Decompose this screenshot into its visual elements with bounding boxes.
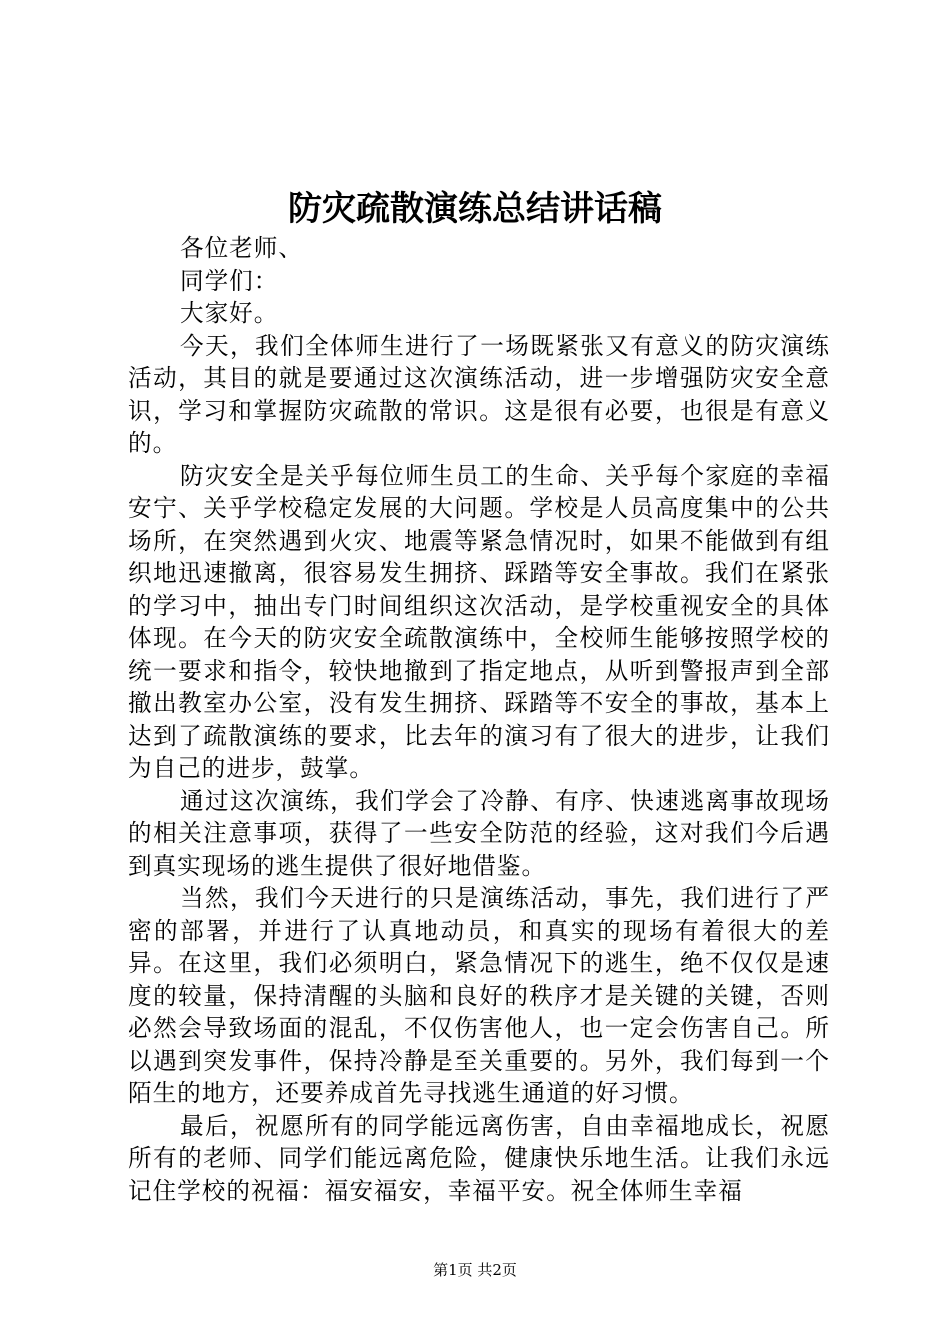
salutation-teachers: 各位老师、	[180, 234, 303, 262]
document-title: 防灾疏散演练总结讲话稿	[288, 189, 662, 229]
body-paragraph: 最后，祝愿所有的同学能远离伤害，自由幸福地成长，祝愿所有的老师、同学们能远离危险，健康快乐地生活。让我们永远记住学校的祝福：福安福安，幸福平安。祝全体师生幸福	[128, 1111, 830, 1205]
body-paragraph: 今天，我们全体师生进行了一场既紧张又有意义的防灾演练活动，其目的就是要通过这次演练活动，进一步增强防灾安全意识，学习和掌握防灾疏散的常识。这是很有必要，也很是有意义的。	[128, 331, 830, 457]
salutation-students: 同学们：	[180, 266, 279, 295]
body-paragraph: 通过这次演练，我们学会了冷静、有序、快速逃离事故现场的相关注意事项，获得了一些安全防范的经验，这对我们今后遇到真实现场的逃生提供了很好地借鉴。	[128, 786, 830, 880]
body-paragraph: 当然，我们今天进行的只是演练活动，事先，我们进行了严密的部署，并进行了认真地动员，和真实的现场有着很大的差异。在这里，我们必须明白，紧急情况下的逃生，绝不仅仅是速度的较量，保持清醒的头脑和良好的秩序才是关键的关键，否则必然会导致场面的混乱，不仅伤害他人，也一定会伤害自己。所以遇到突发事件，保持冷静是至关重要的。另外，我们每到一个陌生的地方，还要养成首先寻找逃生通道的好习惯。	[128, 884, 830, 1107]
document-body	[128, 232, 830, 1207]
body-paragraph: 防灾安全是关乎每位师生员工的生命、关乎每个家庭的幸福安宁、关乎学校稳定发展的大问题。学校是人员高度集中的公共场所，在突然遇到火灾、地震等紧急情况时，如果不能做到有组织地迅速撤离，很容易发生拥挤、踩踏等安全事故。我们在紧张的学习中，抽出专门时间组织这次活动，是学校重视安全的具体体现。在今天的防灾安全疏散演练中，全校师生能够按照学校的统一要求和指令，较快地撤到了指定地点，从听到警报声到全部撤出教室办公室，没有发生拥挤、踩踏等不安全的事故，基本上达到了疏散演练的要求，比去年的演习有了很大的进步，让我们为自己的进步，鼓掌。	[128, 461, 830, 782]
greeting: 大家好。	[180, 299, 279, 327]
page-number-footer: 第1页 共2页	[433, 1261, 517, 1279]
